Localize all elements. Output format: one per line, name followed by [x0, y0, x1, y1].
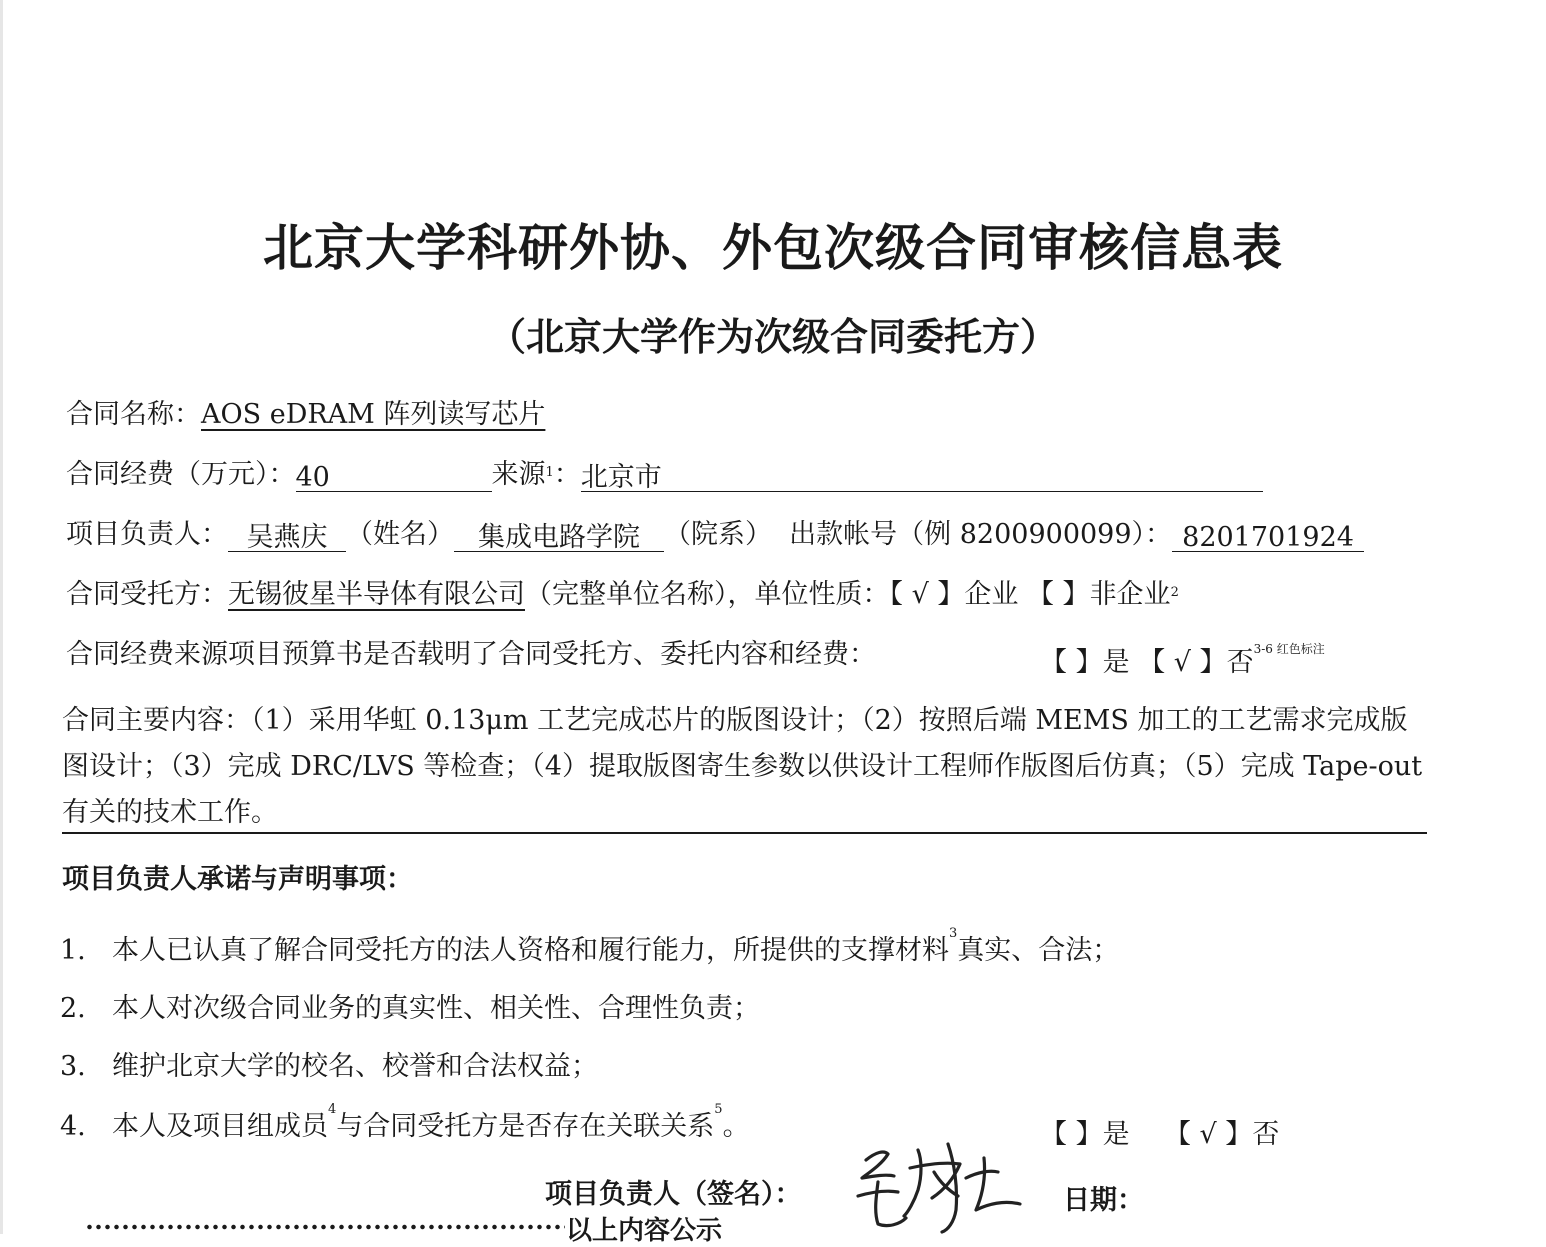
- budget-question-text: 合同经费来源项目预算书是否载明了合同受托方、委托内容和经费：: [66, 639, 876, 670]
- trustee-value: 无锡彼星半导体有限公司: [228, 579, 525, 610]
- budget-yes-checkbox[interactable]: 【 】: [1040, 647, 1103, 678]
- fee-source-colon: ：: [553, 459, 581, 490]
- commitment-text: 本人及项目组成员: [112, 1111, 328, 1142]
- related-no-label: 否: [1252, 1119, 1280, 1150]
- contract-fee-row: [66, 458, 1263, 492]
- main-content-text: （1）采用华虹 0.13μm 工艺完成芯片的版图设计；（2）按照后端 MEMS 加工的工艺需求完成版图设计；（3）完成 DRC/LVS 等检查；（4）提取版图寄生参数以供设计工程师作版图后仿真；（5）完成 Tape-out 有关的技术工作。: [62, 705, 1423, 828]
- fee-source-field: [581, 461, 1263, 492]
- main-content-label: 合同主要内容：: [62, 705, 251, 736]
- leader-label: 项目负责人：: [66, 519, 228, 550]
- commitment-text-end: 真实、合法；: [957, 935, 1120, 966]
- leader-dept: 集成电路学院: [478, 522, 640, 553]
- date-label: 日期：: [1063, 1185, 1144, 1216]
- leader-dept-field: [454, 521, 664, 552]
- contract-fee-label: 合同经费（万元）：: [66, 459, 296, 490]
- leader-name: 吴燕庆: [246, 522, 328, 553]
- related-yes-label: 是: [1102, 1119, 1130, 1150]
- enterprise-checkbox[interactable]: 【 √ 】: [889, 579, 965, 610]
- commitment-note: 4: [328, 1102, 337, 1117]
- commitment-num: 2.: [60, 993, 86, 1024]
- related-no-checkbox[interactable]: 【 √ 】: [1163, 1119, 1253, 1150]
- contract-name-row: [66, 398, 545, 432]
- commitment-text-mid: 与合同受托方是否存在关联关系: [336, 1111, 715, 1142]
- commitment-num: 1.: [60, 935, 86, 966]
- document-subtitle: （北京大学作为次级合同委托方）: [487, 315, 1058, 359]
- leader-name-hint: （姓名）: [346, 519, 454, 550]
- non-enterprise-note: 2: [1170, 585, 1179, 600]
- commitment-item-2: [60, 986, 760, 1025]
- fee-source-label: 来源: [491, 459, 546, 490]
- account-field: [1172, 521, 1364, 552]
- contract-fee-value: 40: [295, 462, 330, 493]
- commitment-text: 本人已认真了解合同受托方的法人资格和履行能力，所提供的支撑材料: [112, 935, 949, 966]
- main-content: [62, 698, 1427, 836]
- fee-source-note: 1: [545, 465, 554, 480]
- commitment-note-2: 5: [714, 1102, 723, 1117]
- budget-question-row: [66, 638, 876, 672]
- commitment-num: 3.: [60, 1051, 86, 1082]
- enterprise-label: 企业: [964, 579, 1019, 610]
- main-content-end-line: [62, 832, 1427, 834]
- non-enterprise-label: 非企业: [1089, 579, 1171, 610]
- commitment-text: 本人对次级合同业务的真实性、相关性、合理性负责；: [112, 993, 760, 1024]
- related-party-choice: [1040, 1112, 1279, 1151]
- fee-source-value: 北京市: [580, 462, 662, 493]
- leader-dept-hint: （院系）: [664, 519, 772, 550]
- document-title: 北京大学科研外协、外包次级合同审核信息表: [263, 219, 1283, 277]
- commitment-item-4: [60, 1104, 750, 1143]
- budget-yes-label: 是: [1102, 647, 1130, 678]
- budget-choice: [1040, 640, 1325, 679]
- dotted-divider: [85, 1222, 565, 1232]
- commitment-item-1: [60, 928, 1119, 967]
- trustee-hint: （完整单位名称），单位性质：: [525, 579, 890, 610]
- commitment-note: 3: [949, 926, 958, 941]
- trustee-row: [66, 578, 1179, 612]
- non-enterprise-checkbox[interactable]: 【 】: [1026, 579, 1090, 610]
- contract-name-label: 合同名称：: [66, 399, 201, 430]
- contract-name-value: AOS eDRAM 阵列读写芯片: [201, 399, 546, 430]
- contract-fee-field: [296, 461, 492, 492]
- commitment-text: 维护北京大学的校名、校誉和合法权益；: [112, 1051, 598, 1082]
- commitment-num: 4.: [60, 1111, 86, 1142]
- account-label: 出款帐号（例 8200900099）：: [789, 519, 1173, 550]
- related-yes-checkbox[interactable]: 【 】: [1040, 1119, 1103, 1150]
- trustee-label: 合同受托方：: [66, 579, 228, 610]
- leader-name-field: [228, 521, 346, 552]
- project-leader-row: [66, 518, 1364, 552]
- budget-no-label: 否: [1226, 647, 1254, 678]
- handwritten-signature: [848, 1138, 1028, 1234]
- commitments-heading: 项目负责人承诺与声明事项：: [62, 864, 413, 895]
- commitment-item-3: [60, 1044, 598, 1083]
- publicity-cut-text: 以上内容公示: [566, 1216, 723, 1246]
- commitment-text-end: 。: [722, 1111, 750, 1142]
- account-value: 8201701924: [1182, 522, 1354, 553]
- budget-note: 3-6 红色标注: [1253, 642, 1325, 656]
- budget-no-checkbox[interactable]: 【 √ 】: [1138, 647, 1227, 678]
- signature-label: 项目负责人（签名）：: [545, 1179, 802, 1210]
- scan-edge: [0, 0, 3, 1234]
